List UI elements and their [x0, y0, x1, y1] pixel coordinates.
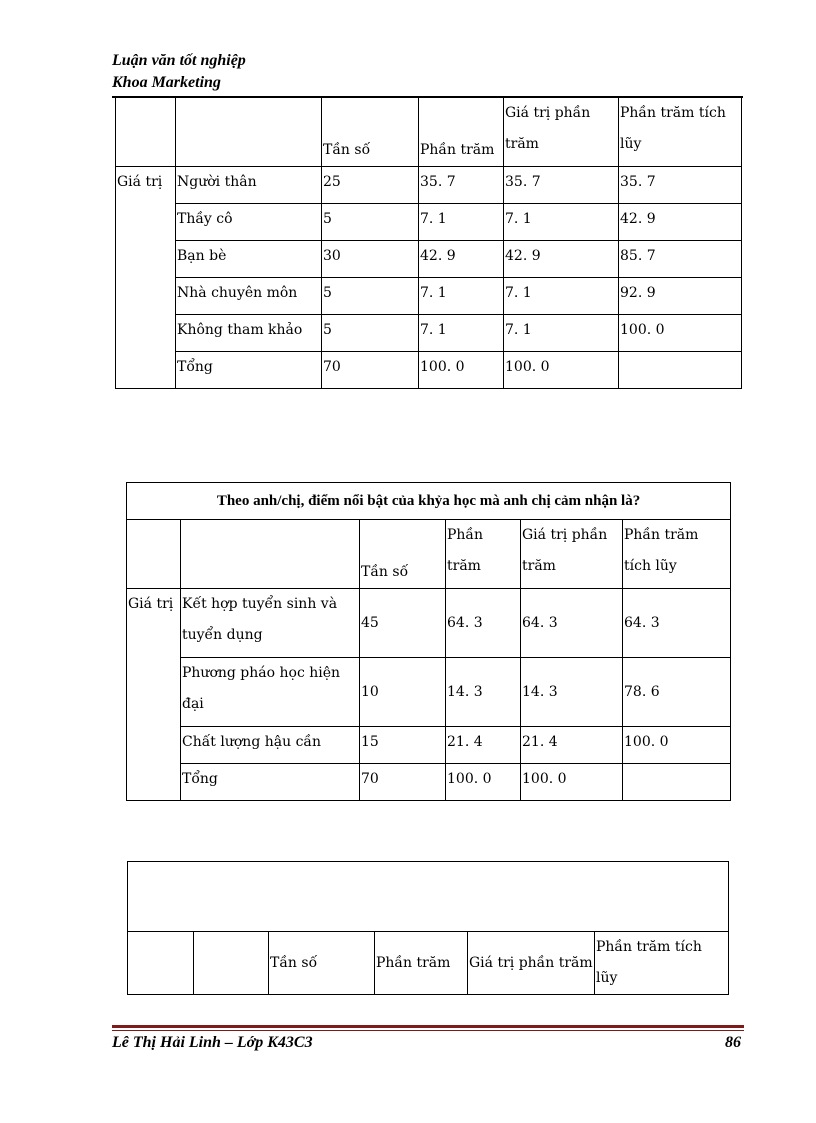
cell-percent: 7. 1 — [419, 315, 504, 352]
table-header-row — [116, 98, 742, 167]
row-label: Người thân — [176, 167, 322, 204]
header-faculty-label: Khoa Marketing — [112, 74, 221, 91]
header-cell-frequency: Tần số — [269, 932, 375, 995]
table-row — [127, 727, 731, 764]
header-cell — [194, 932, 269, 995]
cell-cumulative-percent: 100. 0 — [623, 727, 731, 764]
header-cell-cumulative-percent: Phần trăm tích lũy — [619, 98, 742, 167]
header-cell — [128, 932, 194, 995]
header-cell — [127, 520, 181, 589]
cell-valid-percent: 7. 1 — [504, 204, 619, 241]
table-header-row — [128, 932, 729, 995]
group-label: Giá trị — [116, 167, 176, 389]
table-row — [116, 241, 742, 278]
cell-percent: 100. 0 — [419, 352, 504, 389]
cell-frequency: 25 — [322, 167, 419, 204]
table-row — [116, 167, 742, 204]
header-cell-valid-percent: Giá trị phần trăm — [504, 98, 619, 167]
cell-cumulative-percent: 85. 7 — [619, 241, 742, 278]
cell-valid-percent: 42. 9 — [504, 241, 619, 278]
table-row — [116, 278, 742, 315]
cell-percent: 64. 3 — [446, 589, 521, 658]
header-cell-cumulative-percent: Phần trăm tích lũy — [595, 932, 729, 995]
row-label: Bạn bè — [176, 241, 322, 278]
cell-valid-percent: 21. 4 — [521, 727, 623, 764]
cell-percent: 7. 1 — [419, 278, 504, 315]
cell-frequency: 5 — [322, 204, 419, 241]
table-header-row — [127, 520, 731, 589]
cell-cumulative-percent: 42. 9 — [619, 204, 742, 241]
table-title-row — [128, 862, 729, 932]
header-cell-percent: Phần trăm — [419, 98, 504, 167]
cell-frequency: 10 — [360, 658, 446, 727]
cell-valid-percent: 100. 0 — [504, 352, 619, 389]
cell-valid-percent: 7. 1 — [504, 278, 619, 315]
table-row — [116, 204, 742, 241]
table-row — [127, 658, 731, 727]
cell-valid-percent: 14. 3 — [521, 658, 623, 727]
header-cell-valid-percent: Giá trị phần trăm — [468, 932, 595, 995]
header-cell-percent: Phần trăm — [375, 932, 468, 995]
header-cell — [176, 98, 322, 167]
cell-percent: 42. 9 — [419, 241, 504, 278]
cell-cumulative-percent — [619, 352, 742, 389]
cell-valid-percent: 35. 7 — [504, 167, 619, 204]
group-label: Giá trị — [127, 589, 181, 801]
header-cell-percent: Phần trăm — [446, 520, 521, 589]
cell-frequency: 70 — [322, 352, 419, 389]
cell-percent: 100. 0 — [446, 764, 521, 801]
footer-divider-thick — [112, 1025, 744, 1028]
cell-valid-percent: 7. 1 — [504, 315, 619, 352]
cell-valid-percent: 64. 3 — [521, 589, 623, 658]
cell-frequency: 70 — [360, 764, 446, 801]
course-highlight-table — [126, 482, 731, 801]
page-header — [112, 50, 246, 94]
cell-percent: 21. 4 — [446, 727, 521, 764]
cell-frequency: 5 — [322, 278, 419, 315]
header-thesis-label: Luận văn tốt nghiệp — [112, 52, 246, 69]
cell-cumulative-percent — [623, 764, 731, 801]
table-title: Theo anh/chị, điểm nổi bật của khỷa học mà anh chị cảm nhận là? — [127, 483, 731, 520]
row-label: Phương pháo học hiện đại — [181, 658, 360, 727]
cell-cumulative-percent: 78. 6 — [623, 658, 731, 727]
cell-percent: 35. 7 — [419, 167, 504, 204]
row-label: Kết hợp tuyển sinh và tuyển dụng — [181, 589, 360, 658]
row-label: Thầy cô — [176, 204, 322, 241]
table-title-row — [127, 483, 731, 520]
row-label: Không tham khảo — [176, 315, 322, 352]
cell-cumulative-percent: 100. 0 — [619, 315, 742, 352]
row-label: Nhà chuyên môn — [176, 278, 322, 315]
header-cell-frequency: Tần số — [360, 520, 446, 589]
cell-cumulative-percent: 64. 3 — [623, 589, 731, 658]
cell-cumulative-percent: 35. 7 — [619, 167, 742, 204]
header-cell — [116, 98, 176, 167]
table-total-row — [127, 764, 731, 801]
reference-source-table — [115, 97, 742, 389]
table-row — [116, 315, 742, 352]
header-cell-cumulative-percent: Phần trăm tích lũy — [623, 520, 731, 589]
header-cell-frequency: Tần số — [322, 98, 419, 167]
table-title — [128, 862, 729, 932]
cell-frequency: 30 — [322, 241, 419, 278]
table-total-row — [116, 352, 742, 389]
page-number: 86 — [725, 1034, 741, 1051]
cell-frequency: 45 — [360, 589, 446, 658]
cell-percent: 14. 3 — [446, 658, 521, 727]
footer-divider-thin — [112, 1030, 744, 1031]
cell-percent: 7. 1 — [419, 204, 504, 241]
row-label: Tổng — [176, 352, 322, 389]
header-cell — [181, 520, 360, 589]
cell-frequency: 15 — [360, 727, 446, 764]
header-cell-valid-percent: Giá trị phần trăm — [521, 520, 623, 589]
cell-cumulative-percent: 92. 9 — [619, 278, 742, 315]
footer-author: Lê Thị Hải Linh – Lớp K43C3 — [112, 1034, 313, 1051]
table-row — [127, 589, 731, 658]
row-label: Tổng — [181, 764, 360, 801]
next-survey-table — [127, 861, 729, 995]
cell-valid-percent: 100. 0 — [521, 764, 623, 801]
cell-frequency: 5 — [322, 315, 419, 352]
row-label: Chất lượng hậu cần — [181, 727, 360, 764]
